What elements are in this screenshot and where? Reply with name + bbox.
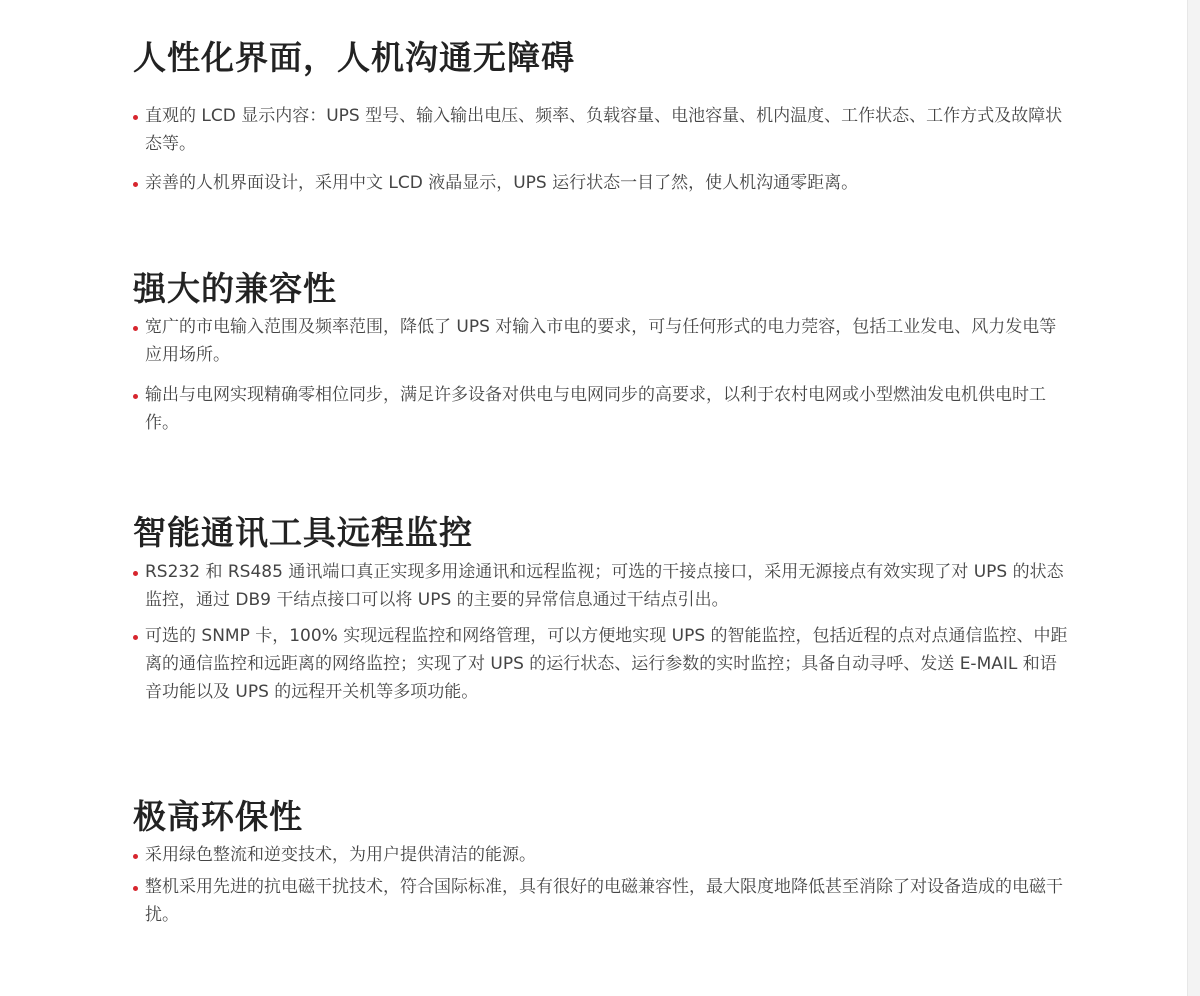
list-item-text: 整机采用先进的抗电磁干扰技术，符合国际标准，具有很好的电磁兼容性，最大限度地降低甚至消除了对设备造成的电磁干扰。 (145, 877, 1063, 925)
list-item (133, 622, 1073, 706)
list-item-text: RS232 和 RS485 通讯端口真正实现多用途通讯和远程监视；可选的干接点接口，采用无源接点有效实现了对 UPS 的状态监控，通过 DB9 干结点接口可以将 UPS 的主要的异常信息通过干结点引出。 (145, 562, 1064, 610)
list-item-text: 宽广的市电输入范围及频率范围，降低了 UPS 对输入市电的要求，可与任何形式的电力莞容，包括工业发电、风力发电等应用场所。 (145, 317, 1057, 365)
section-title: 人性化界面，人机沟通无障碍 (133, 38, 575, 77)
section-title: 智能通讯工具远程监控 (133, 513, 473, 552)
bullet-dot-icon (133, 326, 138, 331)
bullet-list (133, 102, 1073, 197)
bullet-dot-icon (133, 635, 138, 640)
list-item (133, 558, 1073, 614)
list-item (133, 841, 1073, 869)
section-remote-monitoring (133, 513, 1073, 706)
list-item (133, 313, 1073, 369)
section-compatibility (133, 269, 1073, 437)
vertical-scrollbar[interactable] (1187, 0, 1200, 996)
bullet-dot-icon (133, 115, 138, 120)
list-item (133, 873, 1073, 929)
bullet-dot-icon (133, 571, 138, 576)
list-item-text: 直观的 LCD 显示内容：UPS 型号、输入输出电压、频率、负载容量、电池容量、机内温度、工作状态、工作方式及故障状态等。 (145, 106, 1063, 154)
bullet-dot-icon (133, 854, 138, 859)
bullet-list (133, 313, 1073, 437)
list-item-text: 亲善的人机界面设计，采用中文 LCD 液晶显示，UPS 运行状态一目了然，使人机沟通零距离。 (145, 173, 859, 193)
list-item-text: 输出与电网实现精确零相位同步，满足许多设备对供电与电网同步的高要求，以利于农村电网或小型燃油发电机供电时工作。 (145, 385, 1046, 433)
list-item-text: 采用绿色整流和逆变技术，为用户提供清洁的能源。 (145, 845, 536, 865)
section-title: 极高环保性 (133, 797, 303, 836)
section-eco-friendly (133, 797, 1073, 929)
bullet-dot-icon (133, 886, 138, 891)
bullet-list (133, 558, 1073, 706)
bullet-dot-icon (133, 394, 138, 399)
list-item (133, 102, 1073, 158)
section-title: 强大的兼容性 (133, 269, 337, 308)
bullet-list (133, 841, 1073, 929)
bullet-dot-icon (133, 182, 138, 187)
list-item (133, 169, 1073, 197)
section-humanized-interface (133, 38, 1073, 197)
list-item-text: 可选的 SNMP 卡，100% 实现远程监控和网络管理，可以方便地实现 UPS 的智能监控，包括近程的点对点通信监控、中距离的通信监控和远距离的网络监控；实现了对 UPS 的运行状态、运行参数的实时监控；具备自动寻呼、发送 E-MAIL 和语音功能以及 UPS 的远程开关机等多项功能。 (145, 626, 1068, 702)
list-item (133, 381, 1073, 437)
